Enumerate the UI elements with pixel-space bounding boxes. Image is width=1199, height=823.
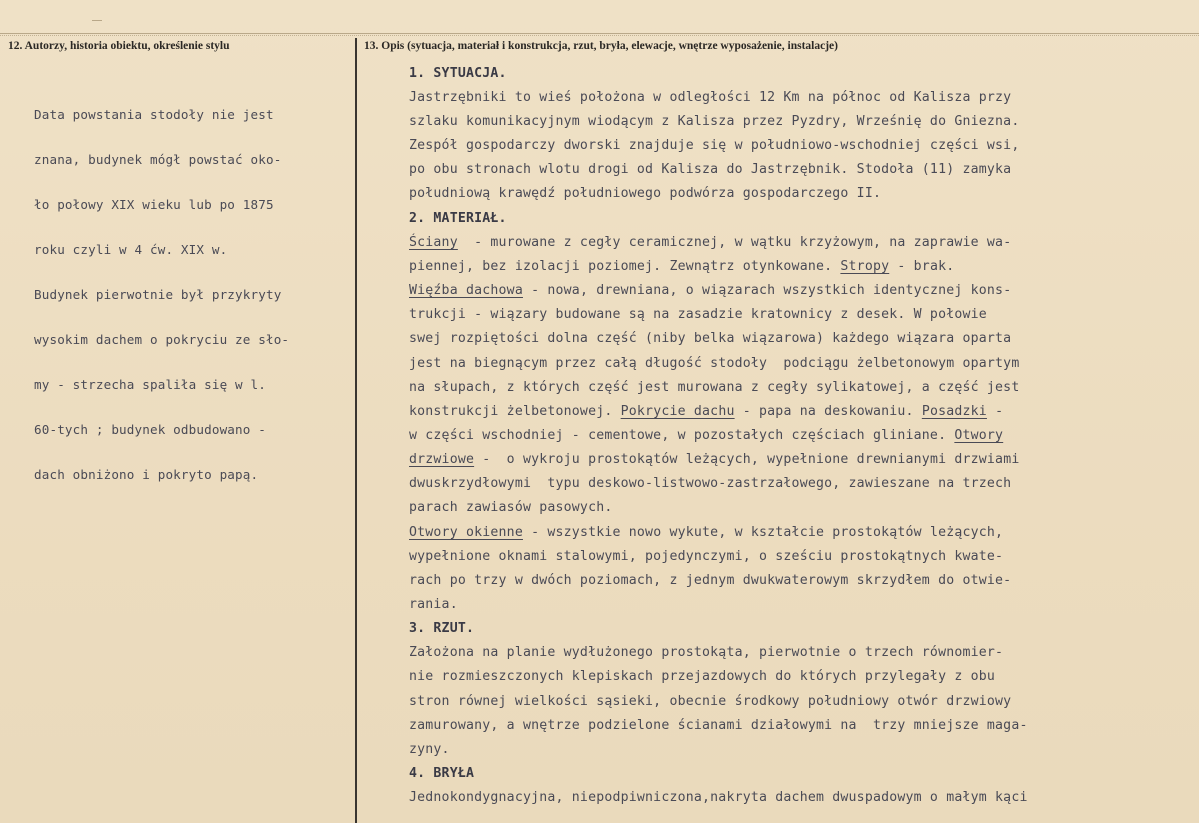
history-line: 60-tych ; budynek odbudowano - [34,422,266,437]
term-stropy: Stropy [840,259,890,274]
description-line: Założona na planie wydłużonego prostokąta, pierwotnie o trzech równomier- [409,645,1004,660]
description-line: Jednokondygnacyjna, niepodpiwniczona,nakryta dachem dwuspadowym o małym kąci [409,790,1028,805]
description-line: parach zawiasów pasowych. [409,500,613,515]
description-line: stron równej wielkości sąsieki, obecnie środkowy południowy otwór drzwiowy [409,694,1012,709]
description-line: Jastrzębniki to wieś położona w odległości 12 Km na północ od Kalisza przy [409,90,1012,105]
description-line: dwuskrzydłowymi typu deskowo-listwowo-zastrzałowego, zawieszane na trzech [409,476,1012,491]
description-fragment: - [986,404,1004,419]
term-sciany: Ściany [409,235,458,250]
description-fragment: - papa na deskowaniu. [734,404,922,419]
term-posadzki: Posadzki [921,404,987,419]
description-line: jest na biegnącym przez całą długość stodoły podciągu żelbetonowym opartym [409,356,1020,371]
term-pokrycie-dachu: Pokrycie dachu [620,404,735,419]
field-12-header: 12. Autorzy, historia obiektu, określenie stylu [8,40,230,52]
description-line: rach po trzy w dwóch poziomach, z jednym dwukwaterowym skrzydłem do otwie- [409,573,1012,588]
description-fragment: - wszystkie nowo wykute, w kształcie prostokątów leżących, [522,525,1004,540]
scan-mark [92,20,102,21]
form-top-rule [0,33,1199,34]
term-otwory: Otwory [954,428,1004,443]
column-divider [355,38,357,823]
description-fragment: - murowane z cegły ceramicznej, w wątku krzyżowym, na zaprawie wa- [457,235,1012,250]
description-line: szlaku komunikacyjnym wiodącym z Kalisza przez Pyzdry, Wrześnię do Gniezna. [409,114,1020,129]
description-line: zyny. [409,742,450,757]
field-13-header: 13. Opis (sytuacja, materiał i konstrukcja, rzut, bryła, elewacje, wnętrze wyposażenie, instalacje) [364,40,838,52]
history-line: my - strzecha spaliła się w l. [34,377,266,392]
description-line [409,450,1019,474]
form-top-dotted-rule [0,35,1199,36]
description-fragment: - nowa, drewniana, o wiązarach wszystkich identycznej kons- [522,283,1012,298]
description-line: nie rozmieszczonych klepiskach przejazdowych do których przylegały z obu [409,669,996,684]
section-heading-material: 2. MATERIAŁ. [409,211,507,226]
description-line [409,257,954,281]
description-line: swej rozpiętości dolna część (niby belka wiązarowa) każdego wiązara oparta [409,331,1012,346]
description-line: zamurowany, a wnętrze podzielone ścianami działowymi na trzy mniejsze maga- [409,718,1028,733]
description-line: wypełnione oknami stalowymi, pojedynczymi, o sześciu prostokątnych kwate- [409,549,1004,564]
history-line: ło połowy XIX wieku lub po 1875 [34,197,274,212]
section-heading-rzut: 3. RZUT. [409,621,475,636]
description-line: na słupach, z których część jest murowana z cegły sylikatowej, a część jest [409,380,1020,395]
description-line [409,281,1011,305]
description-line: południową krawędź południowego podwórza gospodarczego II. [409,186,882,201]
section-heading-sytuacja: 1. SYTUACJA. [409,66,507,81]
description-fragment: konstrukcji żelbetonowej. [409,404,621,419]
history-text [34,77,352,512]
description-line [409,402,1003,426]
description-fragment: - brak. [889,259,955,274]
description-line: Zespół gospodarczy dworski znajduje się w południowo-wschodniej części wsi, [409,138,1020,153]
history-line: znana, budynek mógł powstać oko- [34,152,282,167]
term-wiezba-dachowa: Więźba dachowa [409,283,523,298]
description-fragment: w części wschodniej - cementowe, w pozostałych częściach gliniane. [409,428,955,443]
history-line: roku czyli w 4 ćw. XIX w. [34,242,228,257]
section-heading-bryla: 4. BRYŁA [409,766,475,781]
term-drzwiowe: drzwiowe [409,452,475,467]
term-otwory-okienne: Otwory okienne [409,525,523,540]
description-line: po obu stronach wlotu drogi od Kalisza do Jastrzębnik. Stodoła (11) zamyka [409,162,1012,177]
description-fragment: piennej, bez izolacji poziomej. Zewnątrz otynkowane. [409,259,841,274]
description-line: rania. [409,597,458,612]
description-line [409,523,1003,547]
description-line [409,233,1011,257]
history-line: wysokim dachem o pokryciu ze sło- [34,332,290,347]
description-line: trukcji - wiązary budowane są na zasadzie kratownicy z desek. W połowie [409,307,987,322]
history-line: dach obniżono i pokryto papą. [34,467,259,482]
history-line: Budynek pierwotnie był przykryty [34,287,282,302]
description-fragment: - o wykroju prostokątów leżących, wypełnione drewnianymi drzwiami [474,452,1020,467]
description-line [409,426,1003,450]
history-line: Data powstania stodoły nie jest [34,107,274,122]
